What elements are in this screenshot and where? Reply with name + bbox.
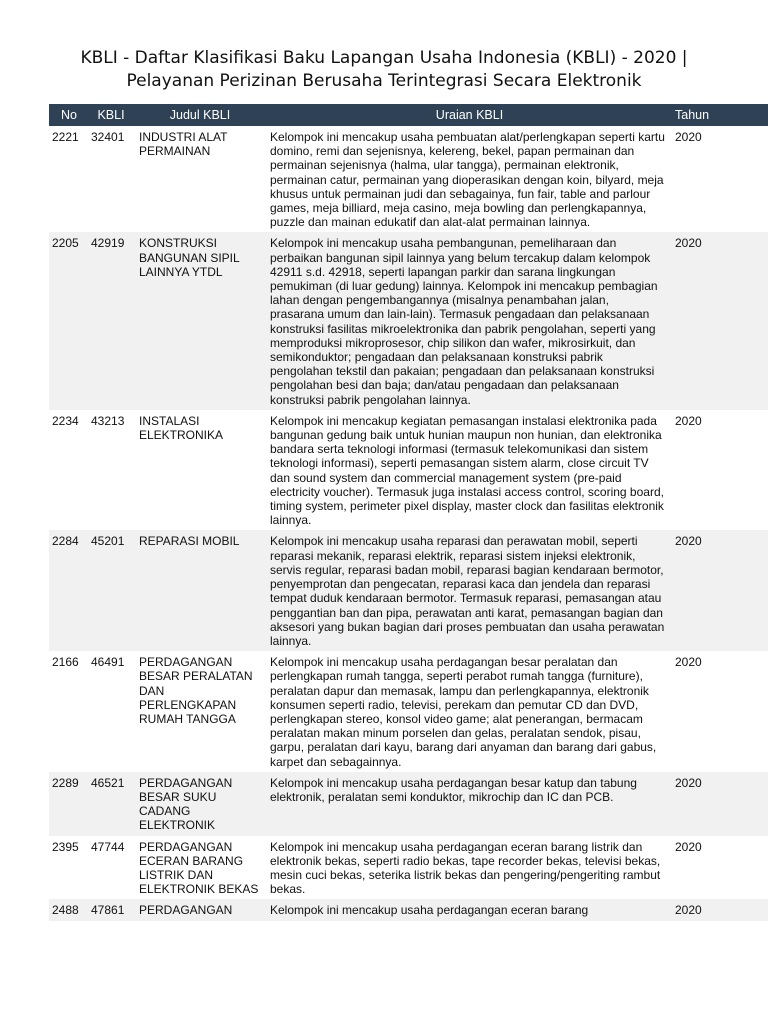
table-body xyxy=(49,126,768,921)
cell-kbli: 43213 xyxy=(89,410,133,531)
cell-tahun: 2020 xyxy=(672,772,768,836)
table-row xyxy=(49,836,768,900)
table-row xyxy=(49,899,768,920)
table-row xyxy=(49,651,768,772)
header-no: No xyxy=(49,104,89,126)
header-uraian: Uraian KBLI xyxy=(267,104,672,126)
cell-no: 2234 xyxy=(49,410,89,531)
cell-no: 2205 xyxy=(49,232,89,409)
cell-uraian: Kelompok ini mencakup kegiatan pemasangan instalasi elektronika pada bangunan gedung baik untuk hunian maupun non hunian, dan elektronika bandara serta teknologi informasi (termasuk telekomunikasi dan sistem teknologi informasi), seperti pemasangan sistem alarm, close circuit TV dan sound system dan commercial management system (pre-paid electricity voucher). Termasuk juga instalasi access control, scoring board, timing system, perimeter pixel display, master clock dan fasilitas elektronik lainnya. xyxy=(267,410,672,531)
cell-kbli: 42919 xyxy=(89,232,133,409)
cell-no: 2221 xyxy=(49,126,89,232)
cell-tahun: 2020 xyxy=(672,410,768,531)
cell-tahun: 2020 xyxy=(672,126,768,232)
table-row xyxy=(49,410,768,531)
header-row xyxy=(49,104,768,126)
cell-kbli: 45201 xyxy=(89,530,133,651)
title-line-1: KBLI - Daftar Klasifikasi Baku Lapangan Usaha Indonesia (KBLI) - 2020 | xyxy=(80,48,688,68)
cell-no: 2289 xyxy=(49,772,89,836)
kbli-table xyxy=(49,104,768,921)
table-row xyxy=(49,232,768,409)
cell-judul: PERDAGANGAN xyxy=(133,899,267,920)
cell-kbli: 32401 xyxy=(89,126,133,232)
cell-uraian: Kelompok ini mencakup usaha reparasi dan perawatan mobil, seperti reparasi mekanik, reparasi elektrik, reparasi sistem injeksi elektronik, servis regular, reparasi badan mobil, reparasi bagian kendaraan bermotor, penyemprotan dan pengecatan, reparasi kaca dan jendela dan reparasi tempat duduk kendaraan bermotor. Termasuk reparasi, pemasangan atau penggantian ban dan pipa, perawatan anti karat, pemasangan bagian dan aksesori yang bukan bagian dari proses pembuatan dan usaha perawatan lainnya. xyxy=(267,530,672,651)
table-header xyxy=(49,104,768,126)
cell-judul: PERDAGANGAN BESAR PERALATAN DAN PERLENGKAPAN RUMAH TANGGA xyxy=(133,651,267,772)
cell-judul: PERDAGANGAN ECERAN BARANG LISTRIK DAN ELEKTRONIK BEKAS xyxy=(133,836,267,900)
cell-no: 2284 xyxy=(49,530,89,651)
cell-kbli: 46491 xyxy=(89,651,133,772)
cell-no: 2166 xyxy=(49,651,89,772)
header-kbli: KBLI xyxy=(89,104,133,126)
cell-no: 2488 xyxy=(49,899,89,920)
table-row xyxy=(49,126,768,232)
cell-tahun: 2020 xyxy=(672,651,768,772)
cell-kbli: 47861 xyxy=(89,899,133,920)
cell-judul: INSTALASI ELEKTRONIKA xyxy=(133,410,267,531)
header-tahun: Tahun xyxy=(672,104,768,126)
cell-uraian: Kelompok ini mencakup usaha perdagangan besar katup dan tabung elektronik, peralatan semi konduktor, mikrochip dan IC dan PCB. xyxy=(267,772,672,836)
cell-uraian: Kelompok ini mencakup usaha pembuatan alat/perlengkapan seperti kartu domino, remi dan sejenisnya, kelereng, bekel, papan permainan dan permainan sejenisnya (halma, ular tangga), permainan elektronik, permainan catur, permainan yang dioperasikan dengan koin, bilyard, meja khusus untuk permainan judi dan sebagainya, fun fair, table and parlour games, meja billiard, meja casino, meja bowling dan perlengkapannya, puzzle dan mainan edukatif dan alat-alat permainan lainnya. xyxy=(267,126,672,232)
table-row xyxy=(49,772,768,836)
cell-judul: INDUSTRI ALAT PERMAINAN xyxy=(133,126,267,232)
cell-uraian: Kelompok ini mencakup usaha perdagangan eceran barang xyxy=(267,899,672,920)
header-judul: Judul KBLI xyxy=(133,104,267,126)
cell-tahun: 2020 xyxy=(672,232,768,409)
cell-uraian: Kelompok ini mencakup usaha pembangunan, pemeliharaan dan perbaikan bangunan sipil lainnya yang belum tercakup dalam kelompok 42911 s.d. 42918, seperti lapangan parkir dan sarana lingkungan pemukiman (di luar gedung) lainnya. Kelompok ini mencakup pembagian lahan dengan pengembangannya (misalnya penambahan jalan, prasarana umum dan lain-lain). Termasuk pengadaan dan pelaksanaan konstruksi fasilitas mikroelektronika dan pabrik pengolahan, seperti yang memproduksi mikroprosesor, chip silikon dan wafer, mikrosirkuit, dan semikonduktor; pengadaan dan pelaksanaan konstruksi pabrik pengolahan tekstil dan pakaian; pengadaan dan pelaksanaan konstruksi pengolahan besi dan baja; dan/atau pengadaan dan pelaksanaan konstruksi pabrik pengolahan lainnya. xyxy=(267,232,672,409)
cell-tahun: 2020 xyxy=(672,836,768,900)
cell-judul: REPARASI MOBIL xyxy=(133,530,267,651)
cell-uraian: Kelompok ini mencakup usaha perdagangan besar peralatan dan perlengkapan rumah tangga, seperti perabot rumah tangga (furniture), peralatan dapur dan memasak, lampu dan perlengkapannya, elektronik konsumen seperti radio, televisi, perekam dan pemutar CD dan DVD, perlengkapan stereo, konsol video game; alat penerangan, bermacam peralatan makan minum porselen dan gelas, peralatan sendok, pisau, garpu, peralatan dari kayu, barang dari anyaman dan barang dari gabus, karpet dan sebagainnya. xyxy=(267,651,672,772)
cell-kbli: 47744 xyxy=(89,836,133,900)
cell-judul: KONSTRUKSI BANGUNAN SIPIL LAINNYA YTDL xyxy=(133,232,267,409)
cell-tahun: 2020 xyxy=(672,899,768,920)
cell-kbli: 46521 xyxy=(89,772,133,836)
cell-tahun: 2020 xyxy=(672,530,768,651)
cell-judul: PERDAGANGAN BESAR SUKU CADANG ELEKTRONIK xyxy=(133,772,267,836)
cell-uraian: Kelompok ini mencakup usaha perdagangan eceran barang listrik dan elektronik bekas, seperti radio bekas, tape recorder bekas, televisi bekas, mesin cuci bekas, seterika listrik bekas dan pengering/pengeriting rambut bekas. xyxy=(267,836,672,900)
title-line-2: Pelayanan Perizinan Berusaha Terintegrasi Secara Elektronik xyxy=(126,71,642,91)
document-title xyxy=(0,47,768,93)
cell-no: 2395 xyxy=(49,836,89,900)
table-row xyxy=(49,530,768,651)
